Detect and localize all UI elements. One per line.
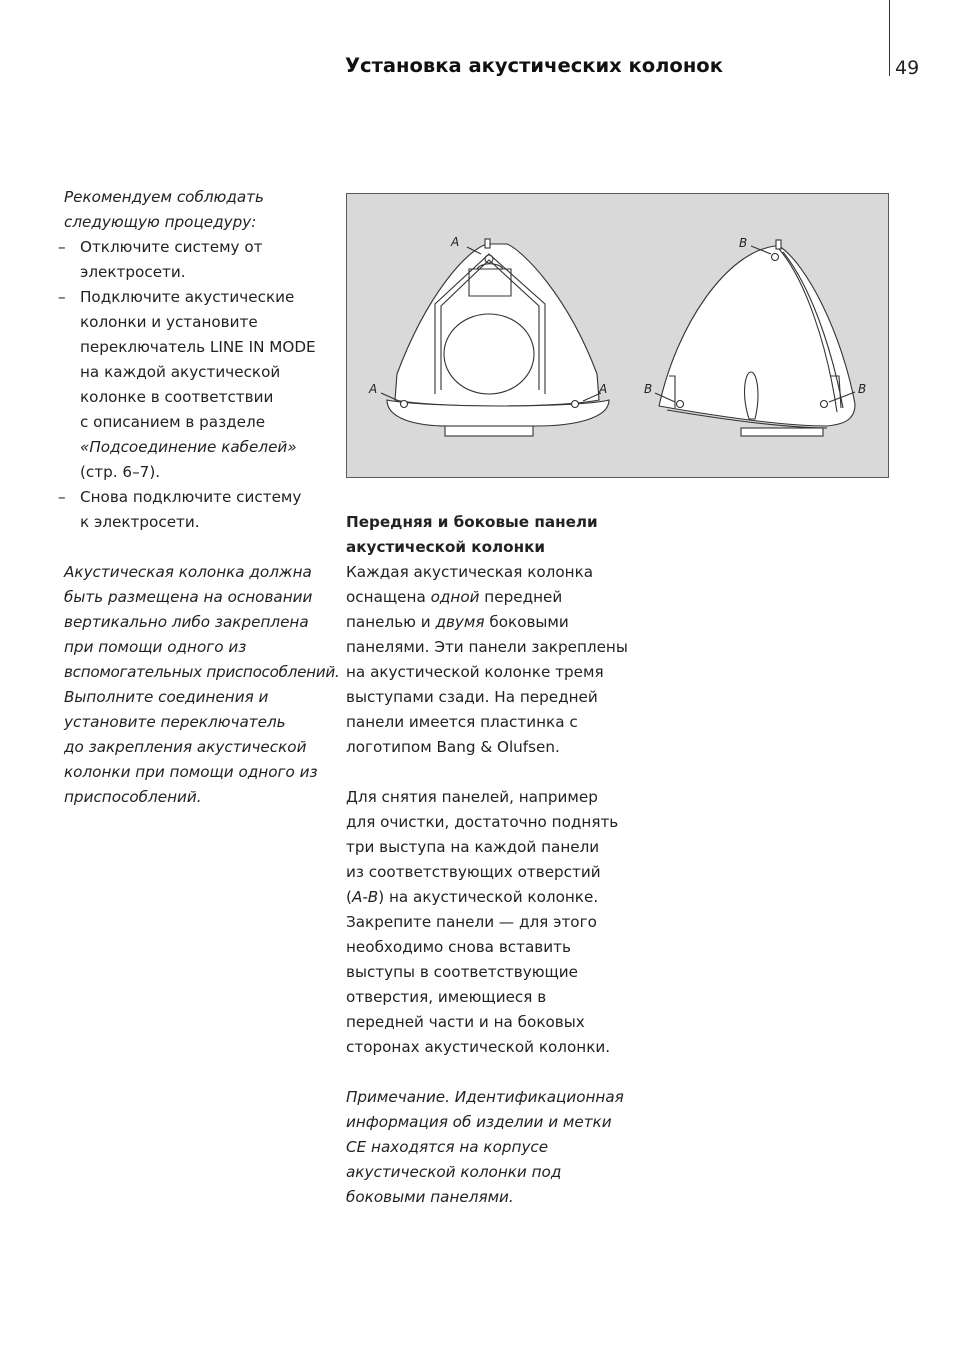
procedure-intro-line: Рекомендуем соблюдать — [64, 188, 264, 206]
paragraph-line: панелью и двумя боковыми — [346, 613, 569, 631]
removal-paragraph — [346, 785, 626, 1060]
paragraph-line: панели имеется пластинка с — [346, 713, 578, 731]
procedure-step-line: «Подсоединение кабелей» — [80, 438, 297, 456]
note-line: колонки при помощи одного из — [64, 763, 318, 781]
paragraph-line: отверстия, имеющиеся в — [346, 988, 547, 1006]
section-heading: акустической колонки — [346, 538, 546, 556]
procedure-column — [58, 185, 344, 810]
header-divider — [889, 0, 890, 76]
identification-note — [346, 1085, 626, 1210]
paragraph-line: Каждая акустическая колонка — [346, 563, 594, 581]
procedure-step-line: электросети. — [80, 263, 186, 281]
placement-note — [64, 560, 344, 810]
note-line: боковыми панелями. — [346, 1188, 514, 1206]
paragraph-line: Закрепите панели — для этого — [346, 913, 597, 931]
procedure-step-line: – Снова подключите систему — [64, 485, 344, 510]
paragraph-line: выступы в соответствующие — [346, 963, 579, 981]
procedure-step-line: – Подключите акустические — [64, 285, 344, 310]
paragraph-line: три выступа на каждой панели — [346, 838, 600, 856]
paragraph-line: выступами сзади. На передней — [346, 688, 598, 706]
procedure-step — [58, 285, 344, 485]
note-line: до закрепления акустической — [64, 738, 307, 756]
paragraph-line: оснащена одной передней — [346, 588, 563, 606]
paragraph-line: из соответствующих отверстий — [346, 863, 601, 881]
procedure-step-line: (стр. 6–7). — [80, 463, 161, 481]
paragraph-line: логотипом Bang & Olufsen. — [346, 738, 560, 756]
procedure-step-line: переключатель LINE IN MODE — [80, 338, 316, 356]
note-line: быть размещена на основании — [64, 588, 313, 606]
speaker-panels-illustration — [346, 193, 889, 478]
dash-bullet: – — [58, 238, 66, 256]
note-line: акустической колонки под — [346, 1163, 562, 1181]
procedure-step-line: с описанием в разделе — [80, 413, 266, 431]
procedure-step-line: колонке в соответствии — [80, 388, 274, 406]
panels-paragraph — [346, 560, 626, 760]
paragraph-line: сторонах акустической колонки. — [346, 1038, 611, 1056]
panels-column — [346, 510, 626, 1210]
note-line: установите переключатель — [64, 713, 286, 731]
paragraph-line: (A-B) на акустической колонке. — [346, 888, 599, 906]
paragraph-line: передней части и на боковых — [346, 1013, 585, 1031]
paragraph-line: Для снятия панелей, например — [346, 788, 598, 806]
procedure-step-line: колонки и установите — [80, 313, 258, 331]
procedure-step — [58, 485, 344, 535]
procedure-step-line: к электросети. — [80, 513, 200, 531]
dash-bullet: – — [58, 288, 66, 306]
procedure-step-line: – Отключите систему от — [64, 235, 344, 260]
label-a-right: A — [599, 382, 608, 396]
note-line: приспособлений. — [64, 788, 202, 806]
note-line: Примечание. Идентификационная — [346, 1088, 624, 1106]
speaker-drawing — [347, 194, 888, 477]
paragraph-line: на акустической колонке тремя — [346, 663, 604, 681]
procedure-intro-line: следующую процедуру: — [64, 213, 257, 231]
procedure-step-line: на каждой акустической — [80, 363, 281, 381]
note-line: CE находятся на корпусе — [346, 1138, 549, 1156]
paragraph-line: для очистки, достаточно поднять — [346, 813, 619, 831]
label-b-right: B — [858, 382, 867, 396]
procedure-step — [58, 235, 344, 285]
page-number: 49 — [895, 57, 920, 79]
paragraph-line: панелями. Эти панели закреплены — [346, 638, 628, 656]
section-heading: Передняя и боковые панели — [346, 513, 598, 531]
label-b-top: B — [739, 236, 748, 250]
label-a-top: A — [451, 235, 460, 249]
note-line: при помощи одного из — [64, 638, 247, 656]
note-line: вспомогательных приспособлений. — [64, 663, 340, 681]
page-title: Установка акустических колонок — [345, 54, 723, 77]
paragraph-line: необходимо снова вставить — [346, 938, 571, 956]
label-b-left: B — [644, 382, 653, 396]
note-line: Выполните соединения и — [64, 688, 269, 706]
note-line: Акустическая колонка должна — [64, 563, 312, 581]
label-a-left: A — [369, 382, 378, 396]
dash-bullet: – — [58, 488, 66, 506]
note-line: информация об изделии и метки — [346, 1113, 612, 1131]
note-line: вертикально либо закреплена — [64, 613, 309, 631]
